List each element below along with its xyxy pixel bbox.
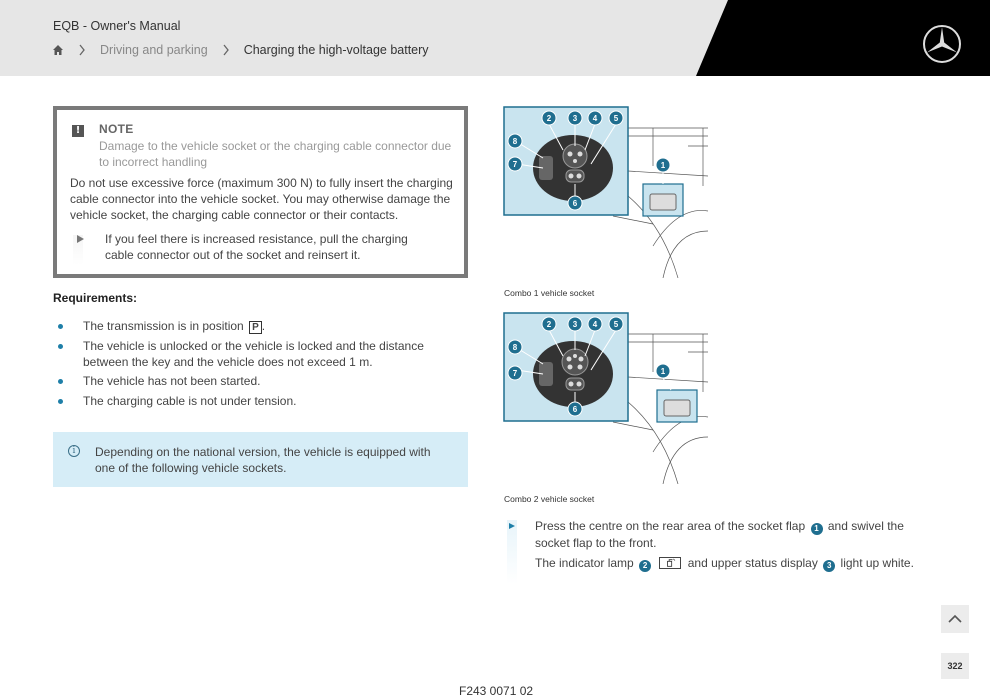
- callout-number-badge: 2: [639, 560, 651, 572]
- svg-text:7: 7: [512, 369, 518, 378]
- callout-number-badge: 3: [823, 560, 835, 572]
- bullet-icon: [58, 324, 63, 329]
- step-arrow-icon: [509, 523, 515, 529]
- instruction-line-1: [535, 518, 925, 552]
- note-subtitle: Damage to the vehicle socket or the charging cable connector due to incorrect handling: [99, 139, 452, 169]
- svg-text:5: 5: [613, 114, 619, 123]
- figure-code: F243 0071 02: [459, 684, 534, 698]
- requirement-text: The transmission is in position: [83, 319, 248, 333]
- list-item: [53, 338, 468, 370]
- breadcrumb-link-driving[interactable]: Driving and parking: [100, 43, 208, 57]
- info-box: [53, 432, 468, 487]
- scroll-to-top-button[interactable]: [941, 605, 969, 633]
- info-icon: i: [68, 445, 80, 457]
- svg-text:6: 6: [572, 199, 578, 208]
- home-icon[interactable]: [52, 44, 64, 56]
- instruction-text-part: Press the centre on the rear area of the socket flap: [535, 519, 806, 533]
- combo2-socket-illustration: [503, 312, 713, 484]
- info-text: Depending on the national version, the vehicle is equipped with one of the following vehicle sockets.: [95, 445, 431, 475]
- bullet-icon: [58, 344, 63, 349]
- requirement-suffix: .: [261, 319, 266, 333]
- svg-text:8: 8: [512, 137, 518, 146]
- park-position-symbol: P: [249, 321, 262, 334]
- instruction-step: [507, 518, 927, 584]
- bullet-icon: [58, 399, 63, 404]
- requirements-list: [53, 318, 468, 412]
- breadcrumb-current: Charging the high-voltage battery: [243, 43, 429, 57]
- requirement-text: The vehicle has not been started.: [83, 374, 261, 388]
- instruction-text-part: and upper status display: [687, 556, 818, 570]
- instruction-line-2: [535, 555, 925, 572]
- chevron-right-icon: [78, 44, 86, 56]
- svg-text:4: 4: [592, 114, 598, 123]
- requirement-text: The vehicle is unlocked or the vehicle is locked and the distance between the key and the vehicle does not exceed 1 m.: [83, 338, 424, 369]
- svg-text:1: 1: [660, 161, 666, 170]
- bullet-icon: [58, 379, 63, 384]
- instruction-text-part: and swivel the socket flap to the front.: [535, 519, 904, 550]
- instruction-text-part: The indicator lamp: [535, 556, 634, 570]
- instruction-text: [535, 518, 925, 572]
- figure-caption: Combo 1 vehicle socket: [504, 288, 595, 298]
- mercedes-star-logo[interactable]: [921, 23, 963, 65]
- step-bar: [507, 520, 517, 584]
- svg-text:6: 6: [572, 405, 578, 414]
- note-step-text: If you feel there is increased resistance, pull the charging cable connector out of the socket and reinsert it.: [105, 232, 408, 262]
- note-step: [73, 231, 453, 267]
- combo1-socket-illustration: [503, 106, 713, 278]
- list-item: [53, 373, 468, 389]
- list-item: [53, 318, 468, 334]
- instruction-text-part: light up white.: [840, 556, 914, 570]
- list-item: [53, 393, 468, 409]
- step-arrow-icon: [77, 235, 84, 243]
- svg-text:3: 3: [572, 320, 578, 329]
- svg-text:5: 5: [613, 320, 619, 329]
- warning-icon: !: [72, 125, 84, 137]
- requirement-text: The charging cable is not under tension.: [83, 393, 297, 408]
- page-number-button[interactable]: 322: [941, 653, 969, 679]
- svg-text:7: 7: [512, 160, 518, 169]
- header-black-wedge: [0, 0, 990, 76]
- svg-text:8: 8: [512, 343, 518, 352]
- svg-text:2: 2: [546, 114, 552, 123]
- svg-text:1: 1: [660, 367, 666, 376]
- breadcrumb: [52, 42, 429, 58]
- requirements-title: Requirements:: [53, 291, 138, 305]
- note-body: Do not use excessive force (maximum 300 N) to fully insert the charging cable connector into the vehicle socket. You may otherwise damage the vehicle socket, the charging cable connector or their contacts.: [70, 176, 453, 222]
- chevron-right-icon: [222, 44, 230, 56]
- note-label: NOTE: [99, 122, 134, 136]
- manual-title: EQB - Owner's Manual: [53, 19, 181, 33]
- callout-number-badge: 1: [811, 523, 823, 535]
- svg-text:3: 3: [572, 114, 578, 123]
- charging-lamp-icon: [659, 557, 681, 569]
- chevron-up-icon: [941, 605, 969, 633]
- svg-text:4: 4: [592, 320, 598, 329]
- note-box: [53, 106, 468, 278]
- svg-text:2: 2: [546, 320, 552, 329]
- figure-caption: Combo 2 vehicle socket: [504, 494, 595, 504]
